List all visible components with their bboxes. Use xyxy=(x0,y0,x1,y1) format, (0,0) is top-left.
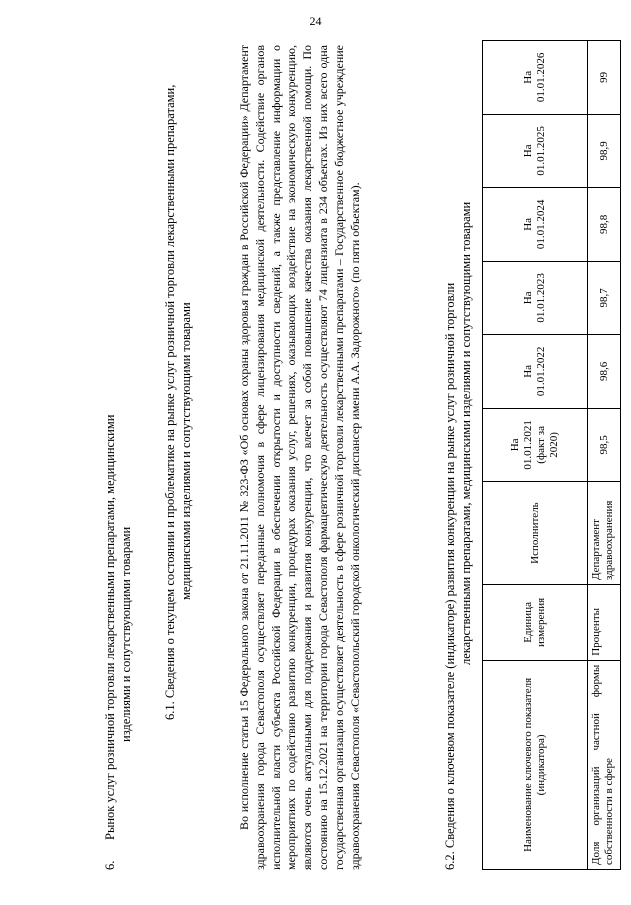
cell-unit: Проценты xyxy=(588,585,621,661)
section-6-1-line2: медицинскими изделиями и сопутствующими товарами xyxy=(178,302,193,600)
section-6-1-heading xyxy=(163,45,194,870)
cell-value-2023: 98,7 xyxy=(588,261,621,335)
header-executor: Исполнитель xyxy=(483,482,588,585)
section-6-2-line2: лекарственными препаратами, медицинскими изделиями и сопутствующими товарами xyxy=(458,201,473,665)
section-6-heading xyxy=(103,150,134,870)
section-6-1-line1: 6.1. Сведения о текущем состоянии и проблематике на рынке услуг розничной торговли лекарственными препаратами, xyxy=(163,84,177,720)
header-indicator: Наименование ключевого показателя (индикатора) xyxy=(483,660,588,869)
cell-value-2025: 98,9 xyxy=(588,114,621,188)
cell-value-2026: 99 xyxy=(588,41,621,115)
section-6-title-line2: изделиями и сопутствующими товарами xyxy=(118,526,133,742)
cell-value-2024: 98,8 xyxy=(588,188,621,262)
section-6-title-line1: Рынок услуг розничной торговли лекарственными препаратами, медицинскими xyxy=(103,414,117,840)
page-number: 24 xyxy=(309,14,322,28)
header-2021: На 01.01.2021 (факт за 2020) xyxy=(483,408,588,482)
cell-indicator: Доля организаций частной формы собственности в сфере xyxy=(588,660,621,869)
table-header-row xyxy=(483,41,588,870)
section-6-2-heading xyxy=(443,45,474,870)
section-6-number: 6. xyxy=(103,860,117,870)
header-unit: Единица измерения xyxy=(483,585,588,661)
body-paragraph-text: Во исполнение статьи 15 Федерального закона от 21.11.2011 № 323-ФЗ «Об основах охраны здоровья граждан в Российской Федерации» Департамент здравоохранения города Севастополя осуществляет переданные полномочия в сфере лицензирования медицинской деятельности. Содействие органов исполнительной власти субъекта Российской Федерации в обеспечении открытости и доступности сведений, а также представление информации о мероприятиях по содействию развитию конкуренции, процедурах оказания услуг, решениях, оказывающих воздействие на экономическую конкуренцию, являются очень актуальными для поддержания и развития конкуренции, что влечет за собой повышение качества оказания лекарственной помощи. По состоянию на 15.12.2021 на территории города Севастополя фармацевтическую деятельность осуществляют 74 лицензиата в 234 объектах. Из них всего одна государственная организация осуществляет деятельность в сфере розничной торговли лекарственными препаратами – Государственное бюджетное учреждение здравоохранения Севастополя «Севастопольский городской онкологический диспансер имени А.А. Задорожного» (по пяти объектам). xyxy=(237,45,362,870)
section-6-2-line1: 6.2. Сведения о ключевом показателе (индикаторе) развития конкуренции на рынке услуг розничной торговли xyxy=(443,282,457,870)
header-2026: На 01.01.2026 xyxy=(483,41,588,115)
table-row xyxy=(588,41,621,870)
header-2025: На 01.01.2025 xyxy=(483,114,588,188)
kpi-table xyxy=(482,40,621,870)
cell-executor: Департамент здравоохранения xyxy=(588,482,621,585)
body-paragraph xyxy=(237,45,363,870)
rotated-landscape-content xyxy=(45,35,615,880)
header-2024: На 01.01.2024 xyxy=(483,188,588,262)
cell-value-2021: 98,5 xyxy=(588,408,621,482)
cell-value-2022: 98,6 xyxy=(588,335,621,409)
header-2022: На 01.01.2022 xyxy=(483,335,588,409)
header-2023: На 01.01.2023 xyxy=(483,261,588,335)
